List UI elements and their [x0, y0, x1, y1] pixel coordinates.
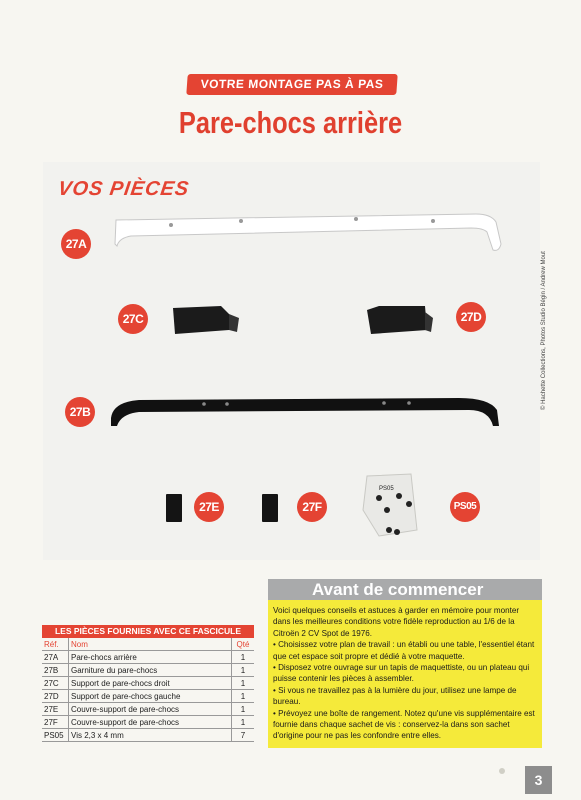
page-title: Pare-chocs arrière	[178, 105, 403, 140]
photo-credit: © Hachette Collections, Photos Studio Bégin / Andrew Mout	[541, 251, 547, 410]
page-number: 3	[525, 766, 552, 794]
row-ref: 27B	[42, 664, 69, 677]
bracket-27d-part	[365, 304, 435, 338]
row-ref: 27E	[42, 703, 69, 716]
row-ref: 27C	[42, 677, 69, 690]
row-qty: 1	[232, 651, 255, 664]
before-you-start-body	[268, 600, 542, 748]
row-qty: 1	[232, 703, 255, 716]
trim-27b-part	[109, 390, 505, 430]
row-name: Support de pare-chocs gauche	[69, 690, 232, 703]
row-name: Vis 2,3 x 4 mm	[69, 729, 232, 742]
row-name: Pare-chocs arrière	[69, 651, 232, 664]
col-ref: Réf.	[42, 638, 69, 651]
table-row	[42, 677, 254, 690]
tip-paragraph: • Choisissez votre plan de travail : un établi ou une table, l'essentiel étant que cet espace soit propre et dédié à votre maquette.	[273, 640, 535, 661]
part-label-27b: 27B	[65, 397, 95, 427]
parts-table-heading: LES PIÈCES FOURNIES AVEC CE FASCICULE	[42, 625, 254, 638]
part-label-27a: 27A	[61, 229, 91, 259]
row-ref: PS05	[42, 729, 69, 742]
part-label-ps05: PS05	[450, 492, 480, 522]
row-name: Garniture du pare-chocs	[69, 664, 232, 677]
row-name: Support de pare-chocs droit	[69, 677, 232, 690]
parts-table	[42, 625, 254, 742]
part-label-27e: 27E	[194, 492, 224, 522]
col-name: Nom	[69, 638, 232, 651]
part-label-27d: 27D	[456, 302, 486, 332]
part-label-27f: 27F	[297, 492, 327, 522]
table-row	[42, 729, 254, 742]
bumper-27a-part	[111, 206, 506, 256]
col-qty: Qté	[232, 638, 255, 651]
bracket-27c-part	[171, 304, 241, 338]
row-name: Couvre-support de pare-chocs	[69, 703, 232, 716]
row-qty: 1	[232, 716, 255, 729]
part-label-27c: 27C	[118, 304, 148, 334]
table-row	[42, 716, 254, 729]
row-qty: 1	[232, 677, 255, 690]
tip-paragraph: • Prévoyez une boîte de rangement. Notez qu'une vis supplémentaire est fournie dans chaque sachet de vis : conservez-la dans son sachet d'origine pour ne pas les confondre entre elles.	[273, 708, 535, 741]
intro-paragraph: Voici quelques conseils et astuces à garder en mémoire pour monter dans les meilleures conditions votre fidèle reproduction au 1/6 de la Citroën 2 CV Spot de 1976.	[273, 606, 520, 638]
row-qty: 1	[232, 664, 255, 677]
table-row	[42, 690, 254, 703]
row-ref: 27F	[42, 716, 69, 729]
tip-paragraph: • Disposez votre ouvrage sur un tapis de maquettiste, ou un plateau qui puisse contenir les pièces à assembler.	[273, 663, 530, 684]
table-row	[42, 664, 254, 677]
row-qty: 7	[232, 729, 255, 742]
screw-bag-ps05-part	[359, 470, 421, 548]
parts-heading: VOS PIÈCES	[56, 178, 191, 200]
table-row	[42, 703, 254, 716]
cover-27f-part	[260, 492, 280, 524]
row-ref: 27D	[42, 690, 69, 703]
decorative-dot	[499, 768, 505, 774]
row-name: Couvre-support de pare-chocs	[69, 716, 232, 729]
tip-paragraph: • Si vous ne travaillez pas à la lumière du jour, utilisez une lampe de bureau.	[273, 685, 517, 707]
row-qty: 1	[232, 690, 255, 703]
table-row	[42, 651, 254, 664]
before-you-start-box	[268, 579, 542, 748]
before-you-start-title: Avant de commencer	[268, 579, 542, 600]
bag-label: PS05	[379, 486, 394, 492]
row-ref: 27A	[42, 651, 69, 664]
cover-27e-part	[164, 492, 184, 524]
section-kicker-badge: VOTRE MONTAGE PAS À PAS	[186, 74, 397, 95]
